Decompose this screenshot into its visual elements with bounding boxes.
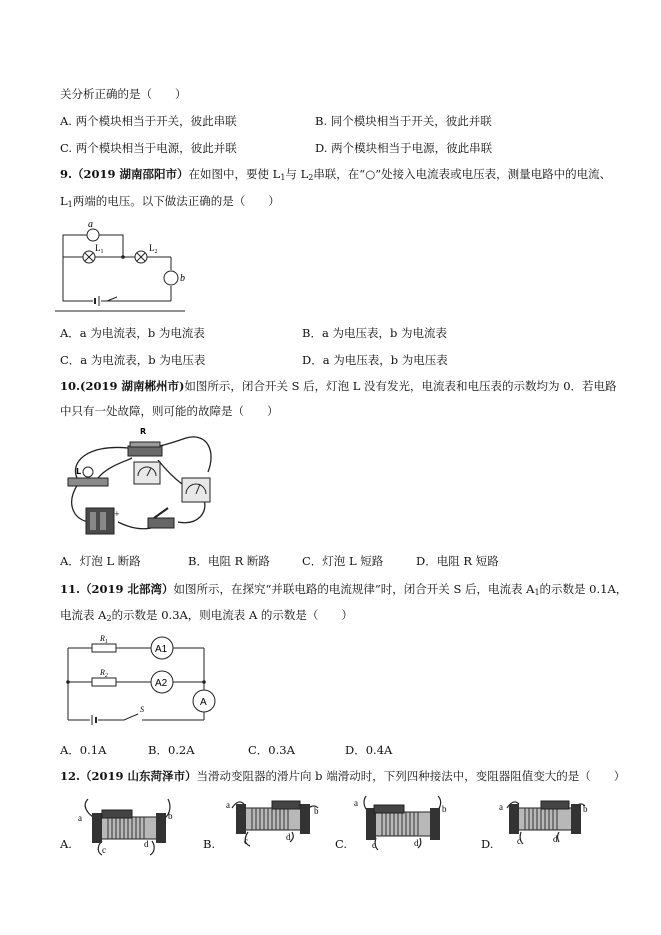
- label-r1: $R_1$: [100, 634, 108, 645]
- rheostat-option-c[interactable]: [350, 794, 450, 852]
- q11-number: 11.: [60, 582, 81, 596]
- label-l: L: [76, 467, 82, 476]
- q10-stem-line2: 中只有一处故障，则可能的故障是（ ）: [60, 404, 279, 418]
- q12-source: （2019 山东菏泽市）: [80, 769, 197, 783]
- label-b: b: [180, 273, 185, 284]
- q10-option-a[interactable]: A．灯泡 L 断路: [60, 554, 141, 568]
- rheostat-option-d[interactable]: [493, 798, 593, 848]
- q10-apparatus-photo: [58, 422, 218, 542]
- svg-text:c: c: [244, 836, 248, 846]
- resistor-box-icon: [128, 442, 162, 456]
- q12-option-a-label[interactable]: A.: [60, 837, 72, 851]
- svg-text:d: d: [414, 838, 419, 848]
- q8-option-d[interactable]: D. 两个模块相当于电源，彼此串联: [315, 141, 493, 155]
- q9-circuit-diagram: [55, 215, 195, 315]
- q10-number: 10.: [60, 379, 81, 393]
- q9-option-d[interactable]: D．a 为电压表，b 为电压表: [302, 353, 448, 367]
- voltmeter-icon: [182, 478, 210, 502]
- svg-text:b: b: [314, 806, 319, 816]
- svg-text:d: d: [553, 834, 558, 844]
- svg-text:b: b: [442, 804, 447, 814]
- svg-text:a: a: [499, 802, 503, 812]
- rheostat-option-b[interactable]: [222, 798, 322, 848]
- q10-option-d[interactable]: D．电阻 R 短路: [416, 554, 499, 568]
- label-l1: $L_1$: [95, 243, 104, 255]
- q9-option-c[interactable]: C．a 为电流表，b 为电压表: [60, 353, 206, 367]
- label-a2: A2: [155, 678, 168, 689]
- meter-a-circle: [87, 229, 99, 241]
- q12-stem: 12.（2019 山东菏泽市）当滑动变阻器的滑片向 b 端滑动时，下列四种接法中，变阻器阻值变大的是（ ）: [60, 769, 626, 783]
- label-a1: A1: [155, 644, 168, 655]
- svg-text:c: c: [102, 845, 106, 855]
- switch-icon: [148, 508, 174, 528]
- svg-text:a: a: [354, 798, 358, 808]
- rheostat-option-a[interactable]: [72, 795, 182, 855]
- q12-option-d-label[interactable]: D.: [481, 837, 494, 851]
- q9-option-a[interactable]: A．a 为电流表，b 为电流表: [60, 326, 205, 340]
- q8-option-c[interactable]: C. 两个模块相当于电源，彼此并联: [60, 141, 237, 155]
- lamp-l1-icon: [83, 251, 95, 263]
- label-r: R: [140, 427, 147, 436]
- q11-circuit-diagram: [62, 630, 222, 725]
- svg-text:d: d: [286, 832, 291, 842]
- lamp-icon: [68, 467, 108, 486]
- q8-option-a[interactable]: A. 两个模块相当于开关，彼此串联: [60, 114, 237, 128]
- q9-stem-line1: 9.（2019 湖南邵阳市）在如图中，要使 $L_1$与 $L_2$串联，在“○”处接入电流表或电压表，测量电路中的电流、: [60, 167, 612, 182]
- q11-option-d[interactable]: D．0.4A: [345, 743, 393, 757]
- label-s: S: [140, 705, 144, 714]
- label-r2: $R_2$: [100, 668, 108, 679]
- q9-number: 9.: [60, 167, 73, 181]
- battery-icon: [86, 508, 120, 534]
- q11-option-c[interactable]: C．0.3A: [248, 743, 295, 757]
- q10-option-c[interactable]: C．灯泡 L 短路: [302, 554, 384, 568]
- q11-stem-line2: 电流表 $A_2$的示数是 0.3A，则电流表 A 的示数是（ ）: [60, 608, 353, 623]
- svg-text:c: c: [517, 836, 521, 846]
- q8-option-b[interactable]: B. 同个模块相当于开关，彼此并联: [315, 114, 492, 128]
- q12-number: 12.: [60, 769, 81, 783]
- svg-text:b: b: [583, 804, 588, 814]
- resistor-r1-icon: [92, 644, 116, 652]
- lamp-l2-icon: [135, 251, 147, 263]
- q9-source: （2019 湖南邵阳市）: [72, 167, 189, 181]
- svg-text:a: a: [78, 813, 82, 823]
- q9-option-b[interactable]: B．a 为电压表，b 为电流表: [302, 326, 447, 340]
- resistor-r2-icon: [92, 678, 116, 686]
- q12-option-c-label[interactable]: C.: [335, 837, 348, 851]
- svg-text:d: d: [144, 839, 149, 849]
- q10-option-b[interactable]: B．电阻 R 断路: [188, 554, 270, 568]
- q11-source: （2019 北部湾）: [80, 582, 174, 596]
- lead-line: 关分析正确的是（ ）: [60, 87, 187, 101]
- q12-option-b-label[interactable]: B.: [203, 837, 216, 851]
- ammeter-icon: [134, 462, 160, 484]
- q11-option-b[interactable]: B．0.2A: [148, 743, 195, 757]
- svg-text:+: +: [114, 510, 120, 518]
- label-l2: $L_2$: [149, 243, 158, 255]
- q9-stem-line2: $L_1$两端的电压。以下做法正确的是（ ）: [60, 194, 280, 209]
- q11-option-a[interactable]: A．0.1A: [60, 743, 107, 757]
- q10-source: (2019 湖南郴州市): [80, 379, 185, 393]
- svg-text:c: c: [372, 840, 376, 850]
- svg-text:b: b: [168, 811, 173, 821]
- meter-b-circle: [164, 271, 178, 285]
- label-a: a: [88, 219, 93, 230]
- label-a: A: [200, 697, 207, 708]
- q10-stem-line1: 10.(2019 湖南郴州市)如图所示，闭合开关 S 后，灯泡 L 没有发光，电流表和电压表的示数均为 0．若电路: [60, 379, 617, 393]
- q11-stem-line1: 11.（2019 北部湾）如图所示，在探究“并联电路的电流规律”时，闭合开关 S 后，电流表 $A_1$的示数是 0.1A，: [60, 582, 628, 597]
- svg-text:a: a: [226, 800, 230, 810]
